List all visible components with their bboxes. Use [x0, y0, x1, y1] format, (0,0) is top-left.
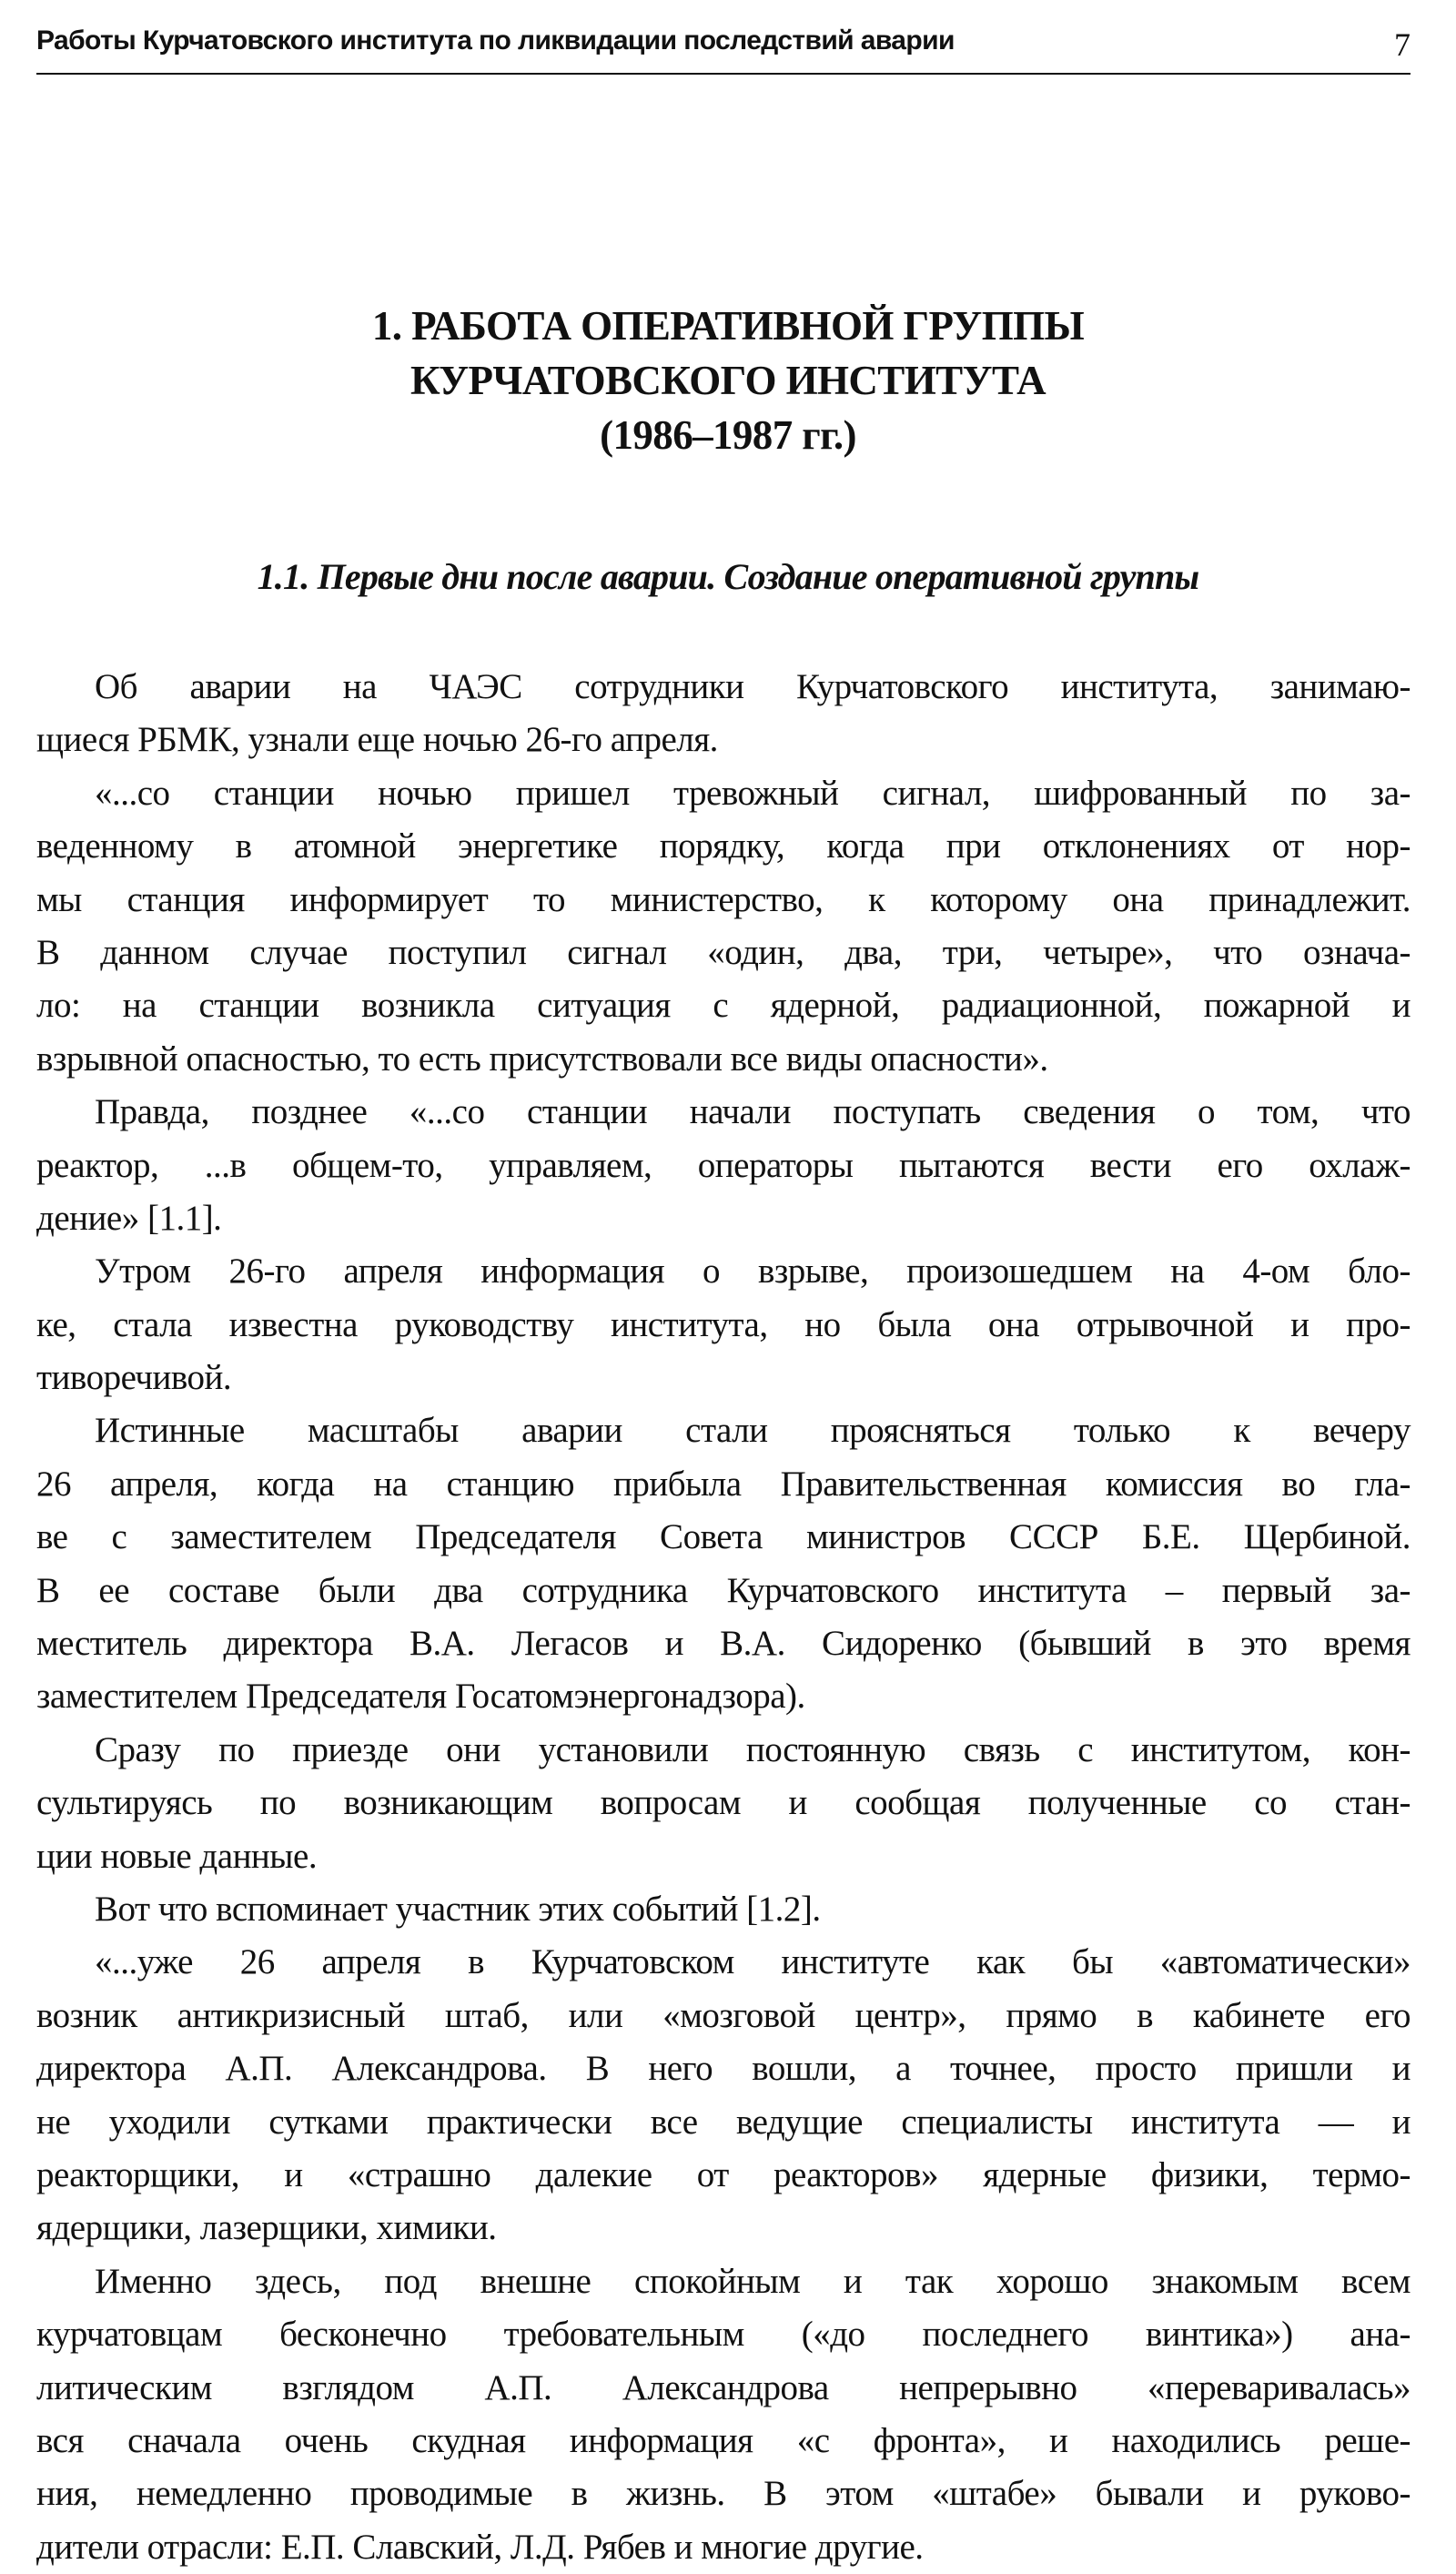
text-line: сультируясь по возникающим вопросам и сообщая полученные со стан- [36, 1783, 1410, 1823]
text-line: меститель директора В.А. Легасов и В.А. Сидоренко (бывший в это время [36, 1624, 1410, 1664]
paragraph [36, 1936, 1410, 2255]
text-line: ло: на станции возникла ситуация с ядерной, радиационной, пожарной и [36, 986, 1410, 1026]
text-line: тиворечивой. [36, 1358, 232, 1398]
running-header [36, 22, 1410, 75]
text-line: мы станция информирует то министерство, к которому она принадлежит. [36, 879, 1410, 919]
text-line: литическим взглядом А.П. Александрова непрерывно «переваривалась» [36, 2367, 1410, 2407]
text-line: ния, немедленно проводимые в жизнь. В этом «штабе» бывали и руково- [36, 2474, 1410, 2514]
chapter-title-line: КУРЧАТОВСКОГО ИНСТИТУТА [410, 358, 1046, 403]
text-line: веденному в атомной энергетике порядку, когда при отклонениях от нор- [36, 826, 1410, 866]
body-text [36, 661, 1410, 2574]
text-line: директора А.П. Александрова. В него вошли, а точнее, просто пришли и [36, 2049, 1410, 2089]
text-line: Утром 26-го апреля информация о взрыве, произошедшем на 4-ом бло- [95, 1252, 1410, 1292]
paragraph [36, 1245, 1410, 1404]
paragraph [36, 767, 1410, 1086]
text-line: «...со станции ночью пришел тревожный сигнал, шифрованный по за- [95, 773, 1410, 813]
paragraph [36, 1086, 1410, 1245]
text-line: Сразу по приезде они установили постоянную связь с институтом, кон- [95, 1729, 1410, 1769]
paragraph [36, 661, 1410, 767]
text-line: вся сначала очень скудная информация «с фронта», и находились реше- [36, 2420, 1410, 2460]
text-line: «...уже 26 апреля в Курчатовском институте как бы «автоматически» [95, 1942, 1410, 1982]
running-title: Работы Курчатовского института по ликвидации последствий аварии [36, 25, 955, 56]
paragraph [36, 1883, 1410, 1936]
text-line: дение» [1.1]. [36, 1198, 222, 1238]
text-line: В ее составе были два сотрудника Курчатовского института – первый за- [36, 1570, 1410, 1610]
section-title: 1.1. Первые дни после аварии. Создание оперативной группы [257, 556, 1199, 597]
text-line: курчатовцам бесконечно требовательным («до последнего винтика») ана- [36, 2315, 1410, 2355]
paragraph [36, 2255, 1410, 2574]
text-line: ядерщики, лазерщики, химики. [36, 2208, 497, 2248]
text-line: ке, стала известна руководству института, но была она отрывочной и про- [36, 1304, 1410, 1344]
text-line: Правда, позднее «...со станции начали поступать сведения о том, что [95, 1092, 1410, 1132]
text-line: реактор, ...в общем-то, управляем, операторы пытаются вести его охлаж- [36, 1145, 1410, 1185]
text-line: заместителем Председателя Госатомэнергонадзора). [36, 1677, 805, 1717]
text-line: щиеся РБМК, узнали еще ночью 26-го апреля. [36, 720, 718, 760]
text-line: Вот что вспоминает участник этих событий [1.2]. [95, 1889, 821, 1929]
text-line: В данном случае поступил сигнал «один, два, три, четыре», что означа- [36, 932, 1410, 972]
text-line: 26 апреля, когда на станцию прибыла Правительственная комиссия во гла- [36, 1464, 1410, 1504]
chapter-title-line: 1. РАБОТА ОПЕРАТИВНОЙ ГРУППЫ [371, 303, 1085, 349]
text-line: Об аварии на ЧАЭС сотрудники Курчатовского института, занимаю- [95, 667, 1410, 706]
chapter-title [0, 299, 1456, 462]
text-line: возник антикризисный штаб, или «мозговой центр», прямо в кабинете его [36, 1995, 1410, 2035]
text-line: реакторщики, и «страшно далекие от реакторов» ядерные физики, термо- [36, 2154, 1410, 2194]
text-line: ве с заместителем Председателя Совета министров СССР Б.Е. Щербиной. [36, 1517, 1410, 1557]
text-line: Именно здесь, под внешне спокойным и так хорошо знакомым всем [95, 2261, 1410, 2301]
text-line: не уходили сутками практически все ведущие специалисты института — и [36, 2102, 1410, 2142]
chapter-title-line: (1986–1987 гг.) [600, 412, 856, 458]
text-line: Истинные масштабы аварии стали проясняться только к вечеру [95, 1411, 1410, 1451]
text-line: взрывной опасностью, то есть присутствовали все виды опасности». [36, 1039, 1048, 1079]
paragraph [36, 1404, 1410, 1723]
page-number: 7 [1394, 26, 1410, 63]
text-line: дители отрасли: Е.П. Славский, Л.Д. Рябев и многие другие. [36, 2527, 924, 2567]
text-line: ции новые данные. [36, 1836, 318, 1876]
paragraph [36, 1724, 1410, 1883]
